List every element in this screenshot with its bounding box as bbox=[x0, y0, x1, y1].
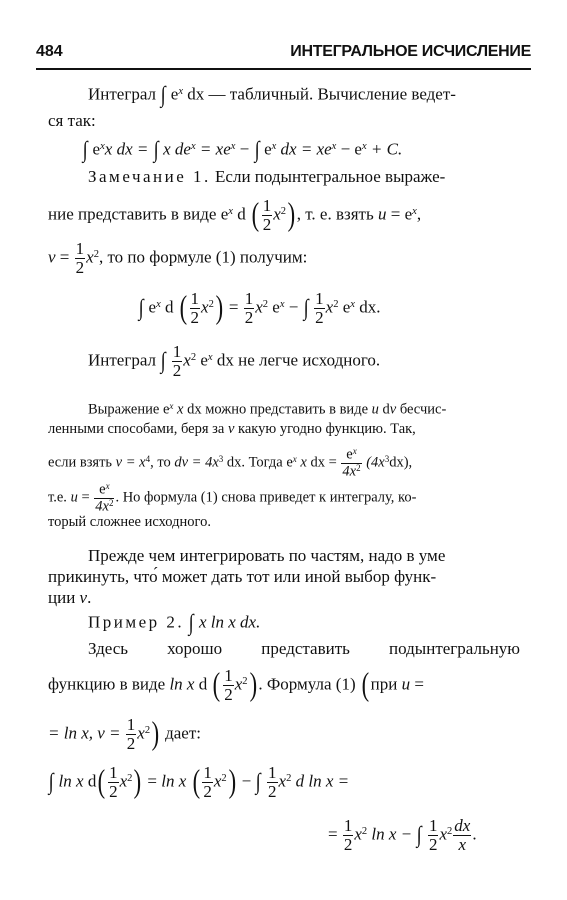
running-header bbox=[36, 42, 531, 64]
text: . Тогда bbox=[241, 454, 283, 471]
x: x bbox=[300, 454, 307, 471]
formula-3-line-1 bbox=[48, 764, 349, 801]
num: 1 bbox=[268, 763, 277, 782]
e: e bbox=[99, 481, 106, 498]
small-line-5 bbox=[48, 514, 211, 531]
u: u bbox=[401, 674, 411, 694]
term: ln x bbox=[58, 771, 84, 791]
text: ленными способами, беря за bbox=[48, 421, 225, 437]
term: − e bbox=[340, 139, 362, 159]
integral-sign: ∫ bbox=[417, 822, 423, 847]
paren: ( bbox=[179, 288, 187, 325]
x: x bbox=[86, 247, 94, 267]
num: 1 bbox=[343, 816, 353, 835]
term: v = x bbox=[115, 454, 146, 471]
text: т.е. bbox=[48, 489, 67, 506]
text: . Но формула (1) снова приведет к интегралу, ко- bbox=[115, 489, 417, 506]
x: x bbox=[177, 401, 184, 418]
text: дает: bbox=[165, 723, 202, 743]
sq: 2 bbox=[93, 248, 99, 260]
exp: 4 bbox=[145, 454, 151, 465]
term: x de bbox=[163, 139, 191, 159]
exp-x: x bbox=[156, 298, 161, 310]
remark-line-3 bbox=[48, 240, 307, 277]
exp-e: e bbox=[220, 204, 229, 224]
exp-x: x bbox=[178, 85, 184, 97]
paren: ( bbox=[251, 195, 260, 232]
x: x bbox=[137, 723, 145, 743]
text: . Формула (1) bbox=[258, 674, 356, 694]
num: 1 bbox=[262, 196, 272, 215]
eq: = bbox=[59, 247, 70, 267]
x: x bbox=[273, 204, 281, 224]
exp-x: x bbox=[100, 140, 105, 152]
eq: = bbox=[81, 489, 90, 506]
num: dx bbox=[454, 816, 471, 835]
para-2 bbox=[88, 343, 380, 380]
dx: dx bbox=[187, 401, 202, 418]
v: v bbox=[48, 247, 56, 267]
dot: . bbox=[376, 297, 381, 317]
term: x dx = bbox=[104, 139, 149, 159]
paren: ( bbox=[97, 762, 106, 799]
eq: = bbox=[147, 771, 158, 791]
dx: dx bbox=[187, 84, 205, 104]
text: можно представить в виде bbox=[205, 401, 369, 418]
den: 2 bbox=[315, 307, 324, 327]
sq: 2 bbox=[108, 497, 114, 508]
fraction-dx-x bbox=[453, 817, 471, 854]
num: 1 bbox=[172, 342, 182, 361]
eq: = bbox=[390, 204, 401, 224]
text: , то bbox=[150, 454, 171, 471]
text: — табличный. Вычисление ведет- bbox=[208, 84, 456, 104]
text: ся так: bbox=[48, 111, 96, 130]
x: x bbox=[213, 771, 222, 791]
sq: 2 bbox=[127, 772, 133, 784]
sq: 2 bbox=[262, 298, 269, 310]
term: ln x − bbox=[371, 824, 413, 844]
eq: = bbox=[228, 297, 239, 317]
integral-sign: ∫ bbox=[153, 137, 159, 162]
text: прикинуть, что́ может дать тот или иной выбор функ- bbox=[48, 567, 437, 586]
para-1-line-1 bbox=[88, 84, 456, 107]
text: Если подынтегральное выраже- bbox=[215, 167, 446, 186]
term: ln x bbox=[161, 771, 187, 791]
term: (4x bbox=[366, 454, 385, 471]
sq: 2 bbox=[221, 772, 227, 784]
paren: ( bbox=[192, 762, 200, 799]
paren: ) bbox=[249, 665, 257, 702]
num: 1 bbox=[224, 666, 233, 685]
num: 1 bbox=[126, 715, 136, 734]
exp-x: x bbox=[352, 446, 357, 456]
page-number: 484 bbox=[36, 43, 63, 60]
remark-label: Замечание 1. bbox=[88, 167, 211, 186]
term: 4x bbox=[95, 498, 109, 515]
fraction-half bbox=[223, 667, 234, 704]
fraction-half bbox=[262, 197, 273, 234]
text: Выражение bbox=[88, 401, 160, 418]
eq: = bbox=[328, 824, 338, 844]
header-rule bbox=[36, 68, 531, 70]
exp-x: x bbox=[331, 140, 337, 152]
e: e bbox=[346, 446, 353, 463]
den bbox=[94, 499, 114, 515]
dot: . bbox=[472, 824, 477, 844]
text: ние представить в виде bbox=[48, 204, 217, 224]
eq: = bbox=[414, 674, 424, 694]
x: x bbox=[278, 771, 287, 791]
den: 2 bbox=[262, 214, 272, 234]
integral-sign: ∫ bbox=[254, 137, 260, 162]
fraction-half bbox=[244, 290, 255, 327]
v: v bbox=[227, 421, 235, 437]
term: d ln x = bbox=[295, 771, 350, 791]
exp: 3 bbox=[218, 454, 224, 465]
example-2-title bbox=[88, 612, 260, 635]
den: x bbox=[458, 834, 467, 854]
den: 2 bbox=[343, 834, 353, 854]
d: d bbox=[237, 204, 246, 224]
x: x bbox=[354, 824, 362, 844]
x: x bbox=[201, 297, 209, 317]
sq: 2 bbox=[447, 825, 453, 837]
integral-sign: ∫ bbox=[138, 295, 144, 320]
exp-e: e bbox=[404, 204, 413, 224]
sq: 2 bbox=[208, 298, 214, 310]
integral-sign: ∫ bbox=[160, 348, 166, 373]
remark-line-2: ние представить в виде $e^x$ d ( $\frac{1}{2}$ $x^2$), т. е. взять $u = e^x$, bbox=[48, 195, 422, 234]
exp-x: x bbox=[350, 298, 355, 310]
sq: 2 bbox=[286, 772, 292, 784]
minus: − bbox=[241, 771, 252, 791]
sq: 2 bbox=[144, 724, 151, 736]
text: функцию в виде bbox=[48, 674, 166, 694]
exp-e: e bbox=[342, 297, 351, 317]
text: , то по формуле (1) получим: bbox=[98, 247, 308, 267]
paren: ) bbox=[287, 195, 296, 232]
exp-x: x bbox=[292, 454, 297, 465]
d: d bbox=[198, 674, 208, 694]
term: + C. bbox=[370, 139, 403, 159]
x: x bbox=[325, 297, 334, 317]
den: 2 bbox=[244, 307, 254, 327]
integral-sign: ∫ bbox=[82, 137, 88, 162]
den: 2 bbox=[126, 733, 136, 753]
text: бесчис- bbox=[399, 401, 447, 418]
word: хорошо bbox=[167, 639, 223, 658]
text: ции bbox=[48, 588, 76, 607]
paren: ( bbox=[361, 665, 370, 702]
small-line-3: если взять $v = x^4$, то dv = $4x^3$ dx. Тогда $e^x$ x dx = $\frac{e^x}{4x^2}$ $(4x^3dx)$, bbox=[48, 446, 413, 480]
word: Интеграл bbox=[88, 84, 156, 104]
term: dv = 4x bbox=[174, 454, 219, 471]
word: Здесь bbox=[88, 639, 129, 658]
num: 1 bbox=[109, 763, 118, 782]
paren: ) bbox=[215, 288, 224, 325]
sq: 2 bbox=[242, 675, 248, 687]
term: e bbox=[264, 139, 272, 159]
remark-line-1 bbox=[88, 167, 445, 187]
text: при bbox=[370, 674, 398, 694]
den bbox=[341, 464, 361, 480]
text: какую угодно функцию. Так, bbox=[238, 421, 416, 437]
term: v = bbox=[97, 723, 121, 743]
exp-e: e bbox=[286, 454, 293, 471]
fraction-half bbox=[267, 764, 278, 801]
x: x bbox=[119, 771, 128, 791]
paren: ) bbox=[151, 714, 160, 751]
x: x bbox=[183, 350, 191, 370]
num bbox=[341, 447, 361, 464]
text: Прежде чем интегрировать по частям, надо в уме bbox=[88, 546, 446, 565]
dx: dx bbox=[310, 454, 325, 471]
word: представить bbox=[261, 639, 350, 658]
para-3-line-2 bbox=[48, 567, 436, 587]
num: 1 bbox=[190, 289, 200, 308]
running-title: ИНТЕГРАЛЬНОЕ ИСЧИСЛЕНИЕ bbox=[290, 43, 531, 60]
exp-x: x bbox=[105, 481, 110, 491]
exp-x: x bbox=[190, 140, 196, 152]
fraction-half bbox=[172, 343, 183, 380]
term: = xe bbox=[199, 139, 231, 159]
term: = ln x, bbox=[48, 723, 93, 743]
example-line-1 bbox=[88, 639, 520, 659]
paren: ) bbox=[134, 762, 142, 799]
para-3-line-1 bbox=[88, 546, 445, 566]
fraction-e bbox=[94, 482, 114, 514]
term: x ln x dx. bbox=[198, 612, 261, 632]
word: подынтегральную bbox=[389, 639, 520, 658]
num: 1 bbox=[315, 289, 324, 308]
den: 2 bbox=[190, 307, 200, 327]
sq: 2 bbox=[356, 462, 361, 473]
minus: − bbox=[239, 139, 250, 159]
num: 1 bbox=[75, 239, 85, 258]
fraction-half bbox=[108, 764, 119, 801]
d: d bbox=[382, 401, 390, 418]
fraction-half bbox=[75, 240, 86, 277]
sq: 2 bbox=[361, 825, 368, 837]
paren: ( bbox=[213, 665, 221, 702]
term: dx = xe bbox=[280, 139, 332, 159]
exp-x: x bbox=[207, 351, 213, 363]
exp-x: x bbox=[412, 205, 417, 217]
word: Интеграл bbox=[88, 350, 156, 370]
sq: 2 bbox=[333, 298, 339, 310]
integral-sign: ∫ bbox=[303, 295, 309, 320]
exp-e: e bbox=[92, 139, 101, 159]
formula-1 bbox=[82, 139, 402, 162]
fraction-half bbox=[314, 290, 325, 327]
x: x bbox=[255, 297, 263, 317]
u: u bbox=[70, 489, 78, 506]
small-line-4 bbox=[48, 482, 416, 514]
sq: 2 bbox=[280, 205, 287, 217]
minus: − bbox=[288, 297, 299, 317]
exp-x: x bbox=[230, 140, 236, 152]
integral-sign: ∫ bbox=[256, 769, 262, 794]
exp-e: e bbox=[162, 401, 170, 418]
integral-sign: ∫ bbox=[189, 610, 195, 635]
exp-x: x bbox=[228, 205, 233, 217]
exp-x: x bbox=[169, 401, 174, 411]
num: 1 bbox=[428, 816, 438, 835]
d: d bbox=[165, 297, 174, 317]
den: 2 bbox=[428, 834, 438, 854]
text: не легче исходного. bbox=[238, 350, 381, 370]
u: u bbox=[371, 401, 379, 418]
dx: dx bbox=[216, 350, 234, 370]
v: v bbox=[79, 588, 88, 607]
text: если взять bbox=[48, 454, 113, 471]
fraction-half bbox=[428, 817, 439, 854]
exp-e: e bbox=[272, 297, 280, 317]
exp-e: e bbox=[148, 297, 157, 317]
formula-3-line-2 bbox=[328, 817, 477, 854]
paren: ) bbox=[228, 762, 236, 799]
den: 2 bbox=[75, 257, 85, 277]
sq: 2 bbox=[190, 351, 197, 363]
den: 2 bbox=[172, 360, 182, 380]
fraction-half bbox=[343, 817, 354, 854]
exp-x: x bbox=[361, 140, 367, 152]
num: 1 bbox=[203, 763, 212, 782]
exp-e: e bbox=[170, 84, 179, 104]
text: торый сложнее исходного. bbox=[48, 514, 211, 530]
exp-x: x bbox=[279, 298, 285, 310]
fraction-e bbox=[341, 447, 361, 479]
example-label: Пример 2. bbox=[88, 612, 185, 632]
example-line-2 bbox=[48, 667, 424, 704]
eq: = bbox=[328, 454, 337, 471]
v: v bbox=[389, 401, 397, 418]
dx: dx bbox=[226, 454, 242, 471]
exp: 3 bbox=[384, 454, 390, 465]
para-3-line-3: ции v. bbox=[48, 588, 92, 607]
den: 2 bbox=[268, 781, 277, 801]
num: 1 bbox=[244, 289, 254, 308]
x: x bbox=[439, 824, 447, 844]
term: 4x bbox=[342, 463, 357, 480]
den: 2 bbox=[203, 781, 212, 801]
exp-e: e bbox=[200, 350, 208, 370]
fraction-half bbox=[126, 716, 137, 753]
u: u bbox=[377, 204, 387, 224]
dx: dx bbox=[389, 454, 404, 471]
para-1-line-2 bbox=[48, 111, 96, 131]
d: d bbox=[87, 771, 97, 791]
x: x bbox=[234, 674, 243, 694]
exp-x: x bbox=[271, 140, 277, 152]
den: 2 bbox=[109, 781, 118, 801]
small-line-2 bbox=[48, 421, 416, 438]
integral-sign: ∫ bbox=[160, 82, 166, 107]
num bbox=[94, 482, 114, 499]
text: , т. е. взять bbox=[296, 204, 374, 224]
dx: dx bbox=[359, 297, 377, 317]
formula-2 bbox=[138, 290, 380, 327]
example-line-3 bbox=[48, 716, 201, 753]
term: ln x bbox=[169, 674, 195, 694]
integral-sign: ∫ bbox=[48, 769, 54, 794]
den: 2 bbox=[224, 684, 233, 704]
fraction-half bbox=[190, 290, 201, 327]
fraction-half bbox=[202, 764, 213, 801]
small-line-1 bbox=[88, 401, 446, 419]
